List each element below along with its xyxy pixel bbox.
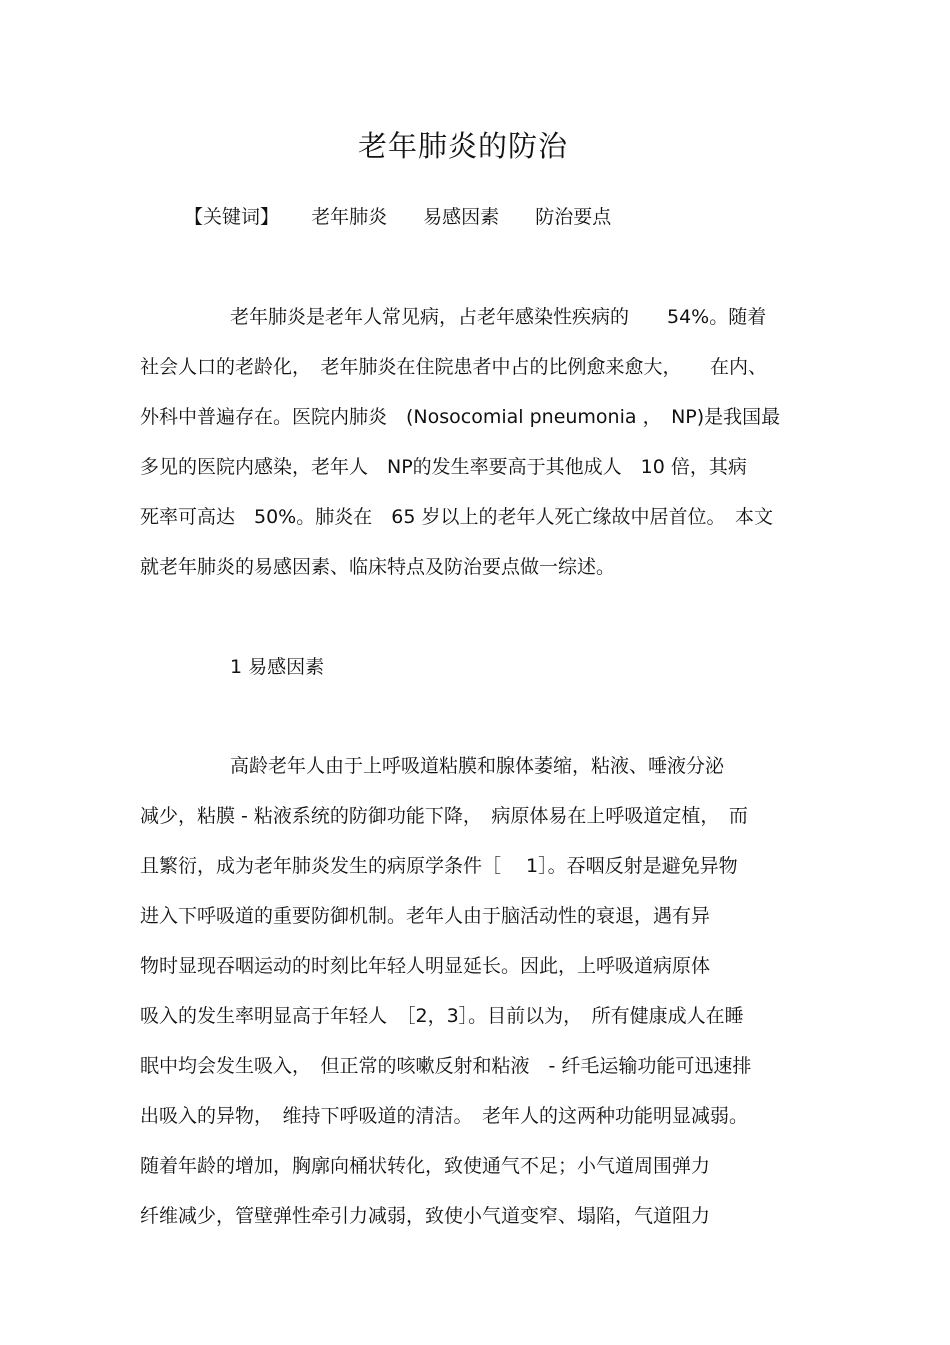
keywords-line (184, 203, 641, 231)
paragraph2-line-10: 纤维减少，管壁弹性牵引力减弱，致使小气道变窄、塌陷，气道阻力 (140, 1205, 711, 1227)
paragraph2-line-6: 吸入的发生率明显高于年轻人 ［2，3］。目前以为， 所有健康成人在睡 (140, 1005, 744, 1027)
paragraph2-line-4: 进入下呼吸道的重要防御机制。老年人由于脑活动性的衰退，遇有异 (140, 905, 711, 927)
paragraph2-line-9: 随着年龄的增加，胸廓向桶状转化，致使通气不足；小气道周围弹力 (140, 1155, 711, 1177)
paragraph1-line-2: 社会人口的老龄化， 老年肺炎在住院患者中占的比例愈来愈大， 在内、 (140, 356, 768, 378)
document-title: 老年肺炎的防治 (357, 129, 568, 163)
keywords-label: 【关键词】 (184, 206, 280, 228)
paragraph2-line-2: 减少，粘膜 - 粘液系统的防御功能下降， 病原体易在上呼吸道定植， 而 (140, 805, 748, 827)
keyword-2: 易感因素 (423, 206, 500, 228)
paragraph1-line-5: 死率可高达 50%。肺炎在 65 岁以上的老年人死亡缘故中居首位。 本文 (140, 506, 773, 528)
paragraph2-line-3: 且繁衍，成为老年肺炎发生的病原学条件［ 1］。吞咽反射是避免异物 (140, 855, 738, 877)
paragraph1-line-4: 多见的医院内感染，老年人 NP的发生率要高于其他成人 10 倍，其病 (140, 456, 747, 478)
paragraph2-line-7: 眠中均会发生吸入， 但正常的咳嗽反射和粘液 - 纤毛运输功能可迅速排 (140, 1055, 752, 1077)
paragraph1-line-1: 老年肺炎是老年人常见病，占老年感染性疾病的 54%。随着 (230, 306, 767, 328)
paragraph2-line-5: 物时显现吞咽运动的时刻比年轻人明显延长。因此，上呼吸道病原体 (140, 955, 711, 977)
paragraph1-line-6: 就老年肺炎的易感因素、临床特点及防治要点做一综述。 (140, 556, 616, 578)
paragraph1-line-3: 外科中普遍存在。医院内肺炎 (Nosocomial pneumonia ， NP)是我国最 (140, 406, 781, 428)
keyword-1: 老年肺炎 (311, 206, 388, 228)
paragraph2-line-1: 高龄老年人由于上呼吸道粘膜和腺体萎缩，粘液、唾液分泌 (230, 755, 725, 777)
keyword-3: 防治要点 (535, 206, 612, 228)
section-heading: 1 易感因素 (230, 656, 325, 678)
paragraph2-line-8: 出吸入的异物， 维持下呼吸道的清洁。 老年人的这两种功能明显减弱。 (140, 1105, 749, 1127)
